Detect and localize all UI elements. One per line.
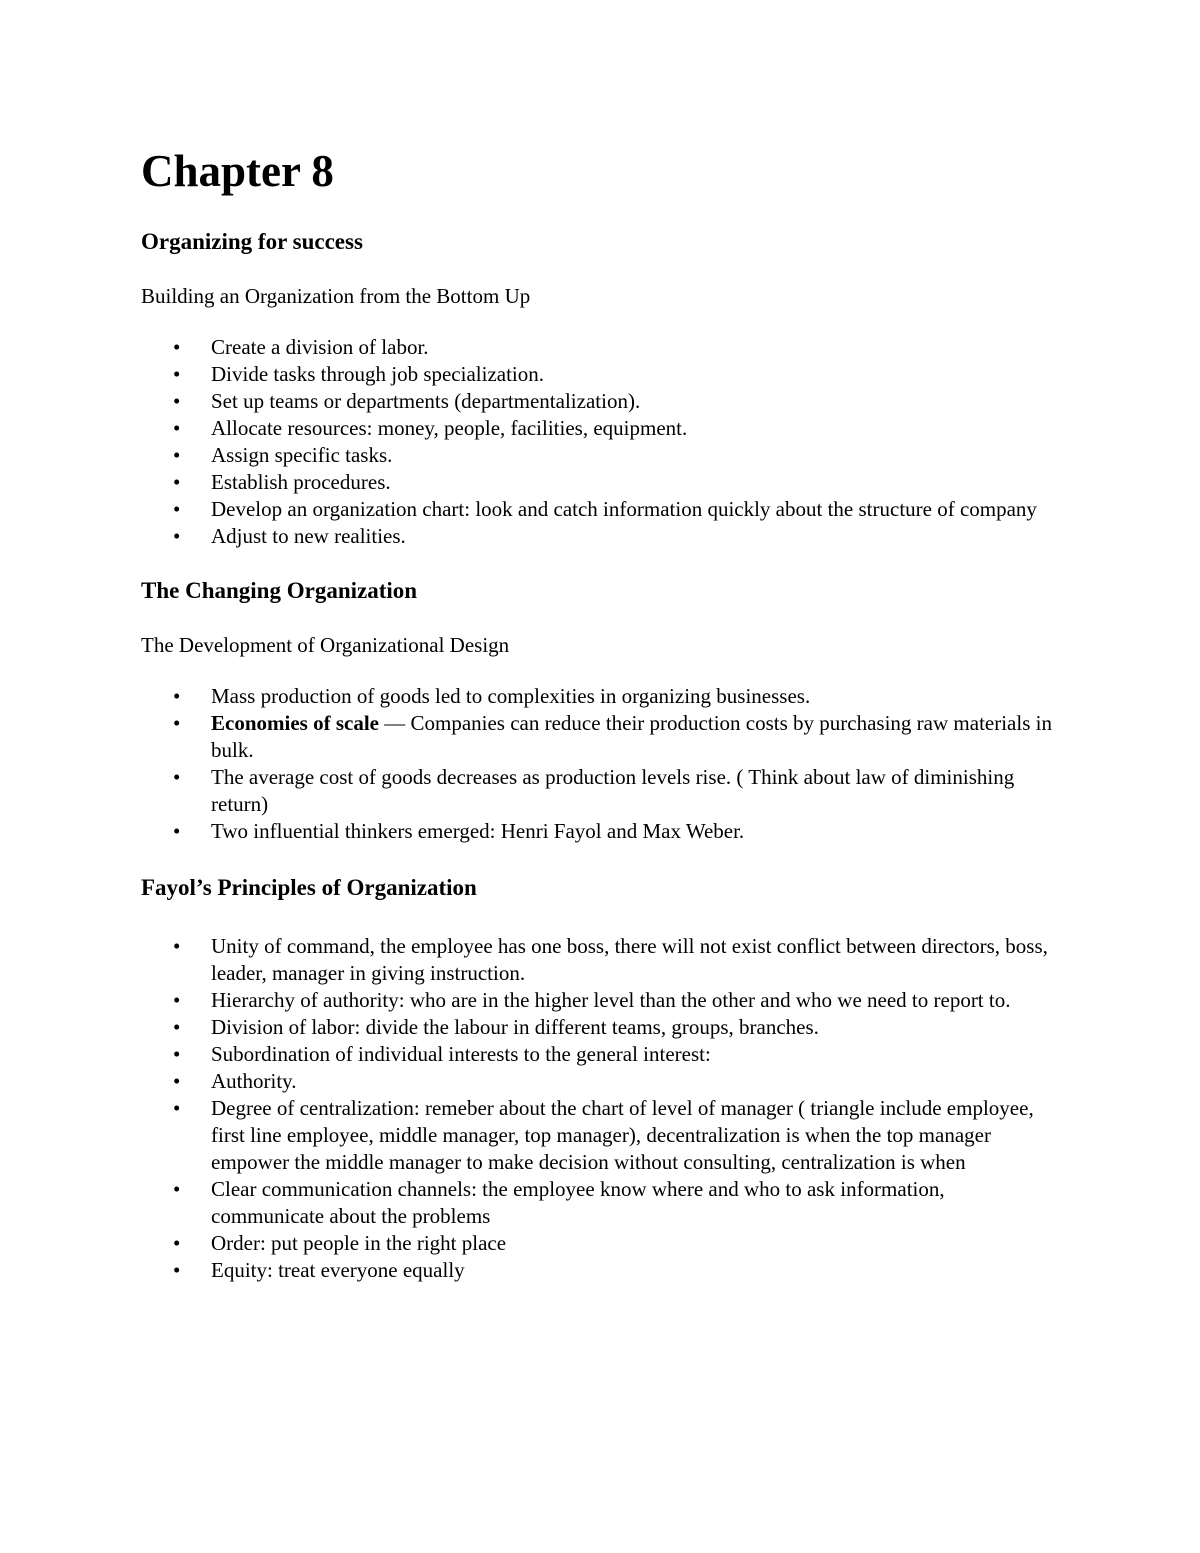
list-item: • Unity of command, the employee has one boss, there will not exist conflict between directors, boss, leader, manager in giving instruction. [141,933,1061,987]
document-page [141,138,1061,1284]
section-subheading-development: The Development of Organizational Design [141,633,510,657]
list-item: • Establish procedures. [141,469,1061,496]
section-heading-organizing: Organizing for success [141,229,363,254]
list-item: • Allocate resources: money, people, facilities, equipment. [141,415,1061,442]
bullet-list-fayol [141,933,1061,1284]
bullet-list-development [141,683,1061,845]
list-item: • Subordination of individual interests to the general interest: [141,1041,1061,1068]
bold-term: Economies of scale [211,711,379,735]
section-subheading-building: Building an Organization from the Bottom Up [141,284,531,308]
bullet-list-building [141,334,1061,550]
list-item: • Hierarchy of authority: who are in the higher level than the other and who we need to report to. [141,987,1061,1014]
list-item: • Divide tasks through job specialization. [141,361,1061,388]
list-item: • Order: put people in the right place [141,1230,1061,1257]
list-item: • The average cost of goods decreases as production levels rise. ( Think about law of diminishing return) [141,764,1061,818]
list-item: • Create a division of labor. [141,334,1061,361]
list-item [141,710,1061,764]
list-item: • Set up teams or departments (departmentalization). [141,388,1061,415]
chapter-title: Chapter 8 [141,146,334,196]
list-item: • Develop an organization chart: look and catch information quickly about the structure of company [141,496,1061,523]
list-item: • Clear communication channels: the employee know where and who to ask information, communicate about the problems [141,1176,1061,1230]
list-item: • Two influential thinkers emerged: Henri Fayol and Max Weber. [141,818,1061,845]
list-item: • Equity: treat everyone equally [141,1257,1061,1284]
list-item: • Adjust to new realities. [141,523,1061,550]
list-item: • Degree of centralization: remeber about the chart of level of manager ( triangle include employee, first line employee, middle manager, top manager), decentralization is when the top manager empower the middle manager to make decision without consulting, centralization is when [141,1095,1061,1176]
list-item: • Mass production of goods led to complexities in organizing businesses. [141,683,1061,710]
section-heading-fayol: Fayol’s Principles of Organization [141,875,477,900]
list-item: • Assign specific tasks. [141,442,1061,469]
list-item: • Authority. [141,1068,1061,1095]
list-item: • Division of labor: divide the labour in different teams, groups, branches. [141,1014,1061,1041]
term-definition: — Companies can reduce their production costs by purchasing raw materials in bulk. [211,711,1052,762]
section-heading-changing: The Changing Organization [141,578,418,603]
